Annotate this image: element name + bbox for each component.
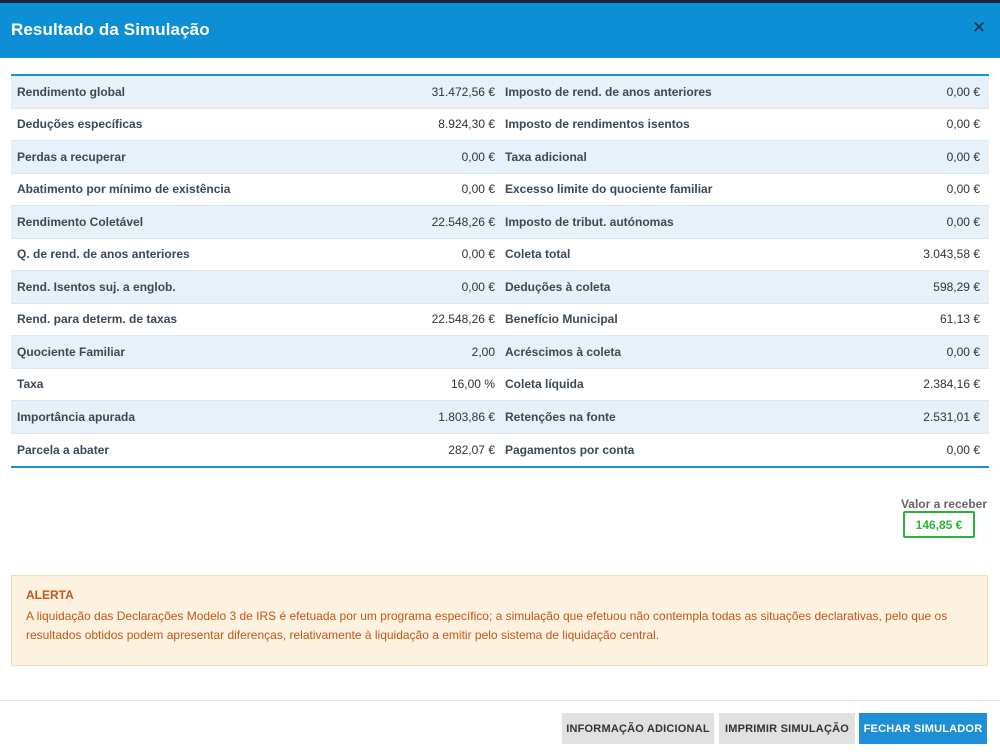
alert-box bbox=[11, 575, 988, 666]
table-row bbox=[11, 336, 989, 369]
row-label-left: Importância apurada bbox=[17, 409, 136, 424]
row-value-left: 16,00 % bbox=[450, 377, 495, 392]
row-value-left: 31.472,56 € bbox=[431, 84, 495, 99]
row-label-right: Coleta total bbox=[505, 247, 571, 262]
row-value-left: 22.548,26 € bbox=[431, 214, 495, 229]
valor-receber-value: 146,85 € bbox=[903, 511, 975, 538]
row-label-left: Rend. para determ. de taxas bbox=[17, 312, 178, 327]
alert-title: ALERTA bbox=[26, 588, 74, 602]
row-label-left: Abatimento por mínimo de existência bbox=[17, 182, 231, 197]
row-label-right: Deduções à coleta bbox=[505, 279, 611, 294]
row-label-right: Excesso limite do quociente familiar bbox=[505, 182, 713, 197]
footer-divider bbox=[0, 700, 1000, 701]
row-label-left: Rend. Isentos suj. a englob. bbox=[17, 279, 176, 294]
row-label-right: Pagamentos por conta bbox=[505, 442, 635, 457]
row-value-left: 2,00 bbox=[471, 344, 495, 359]
row-value-left: 22.548,26 € bbox=[431, 312, 495, 327]
row-value-left: 282,07 € bbox=[448, 442, 495, 457]
results-table bbox=[11, 74, 989, 468]
table-row bbox=[11, 174, 989, 207]
row-label-right: Imposto de rend. de anos anteriores bbox=[505, 84, 712, 99]
row-value-right: 2.531,01 € bbox=[923, 409, 980, 424]
row-value-left: 1.803,86 € bbox=[438, 409, 495, 424]
row-value-right: 0,00 € bbox=[946, 344, 980, 359]
row-label-left: Q. de rend. de anos anteriores bbox=[17, 247, 190, 262]
table-row bbox=[11, 401, 989, 434]
table-row bbox=[11, 304, 989, 337]
row-value-right: 2.384,16 € bbox=[923, 377, 980, 392]
row-value-right: 598,29 € bbox=[933, 279, 980, 294]
row-value-right: 0,00 € bbox=[946, 117, 980, 132]
row-value-left: 0,00 € bbox=[461, 279, 495, 294]
row-label-left: Rendimento global bbox=[17, 84, 125, 99]
row-value-right: 0,00 € bbox=[946, 442, 980, 457]
row-value-right: 3.043,58 € bbox=[923, 247, 980, 262]
row-value-right: 0,00 € bbox=[946, 182, 980, 197]
row-label-right: Taxa adicional bbox=[505, 149, 587, 164]
row-value-right: 0,00 € bbox=[946, 149, 980, 164]
row-label-right: Imposto de rendimentos isentos bbox=[505, 117, 690, 132]
row-value-right: 0,00 € bbox=[946, 214, 980, 229]
row-label-left: Quociente Familiar bbox=[17, 344, 126, 359]
row-value-left: 0,00 € bbox=[461, 182, 495, 197]
valor-receber-label: Valor a receber bbox=[900, 497, 987, 511]
row-value-right: 61,13 € bbox=[939, 312, 980, 327]
table-row bbox=[11, 271, 989, 304]
table-row bbox=[11, 239, 989, 272]
row-label-left: Perdas a recuperar bbox=[17, 149, 126, 164]
row-label-right: Acréscimos à coleta bbox=[505, 344, 622, 359]
row-label-left: Deduções específicas bbox=[17, 117, 143, 132]
row-label-right: Imposto de tribut. autónomas bbox=[505, 214, 674, 229]
dialog-title: Resultado da Simulação bbox=[11, 20, 210, 39]
row-value-left: 0,00 € bbox=[461, 247, 495, 262]
table-row bbox=[11, 434, 989, 467]
info-adicional-button[interactable]: INFORMAÇÃO ADICIONAL bbox=[562, 713, 714, 744]
table-row bbox=[11, 109, 989, 142]
dialog-header bbox=[0, 3, 1000, 58]
row-label-right: Retenções na fonte bbox=[505, 409, 616, 424]
table-row bbox=[11, 76, 989, 109]
table-row bbox=[11, 369, 989, 402]
table-row bbox=[11, 141, 989, 174]
row-label-left: Taxa bbox=[17, 377, 44, 392]
alert-text: A liquidação das Declarações Modelo 3 de IRS é efetuada por um programa específico; a simulação que efetuou não contempla todas as situações declarativas, pelo que os resultados obtidos podem apresentar diferenças, relativamente à liquidação a emitir pelo sistema de liquidação central. bbox=[26, 609, 948, 642]
fechar-simulador-button[interactable]: FECHAR SIMULADOR bbox=[859, 713, 987, 744]
row-value-right: 0,00 € bbox=[946, 84, 980, 99]
row-label-left: Parcela a abater bbox=[17, 442, 110, 457]
table-row bbox=[11, 206, 989, 239]
imprimir-simulacao-button[interactable]: IMPRIMIR SIMULAÇÃO bbox=[719, 713, 855, 744]
row-label-right: Coleta líquida bbox=[505, 377, 584, 392]
row-label-right: Benefício Municipal bbox=[505, 312, 618, 327]
row-value-left: 8.924,30 € bbox=[438, 117, 495, 132]
row-value-left: 0,00 € bbox=[461, 149, 495, 164]
row-label-left: Rendimento Coletável bbox=[17, 214, 144, 229]
close-icon[interactable]: ✕ bbox=[971, 18, 987, 37]
